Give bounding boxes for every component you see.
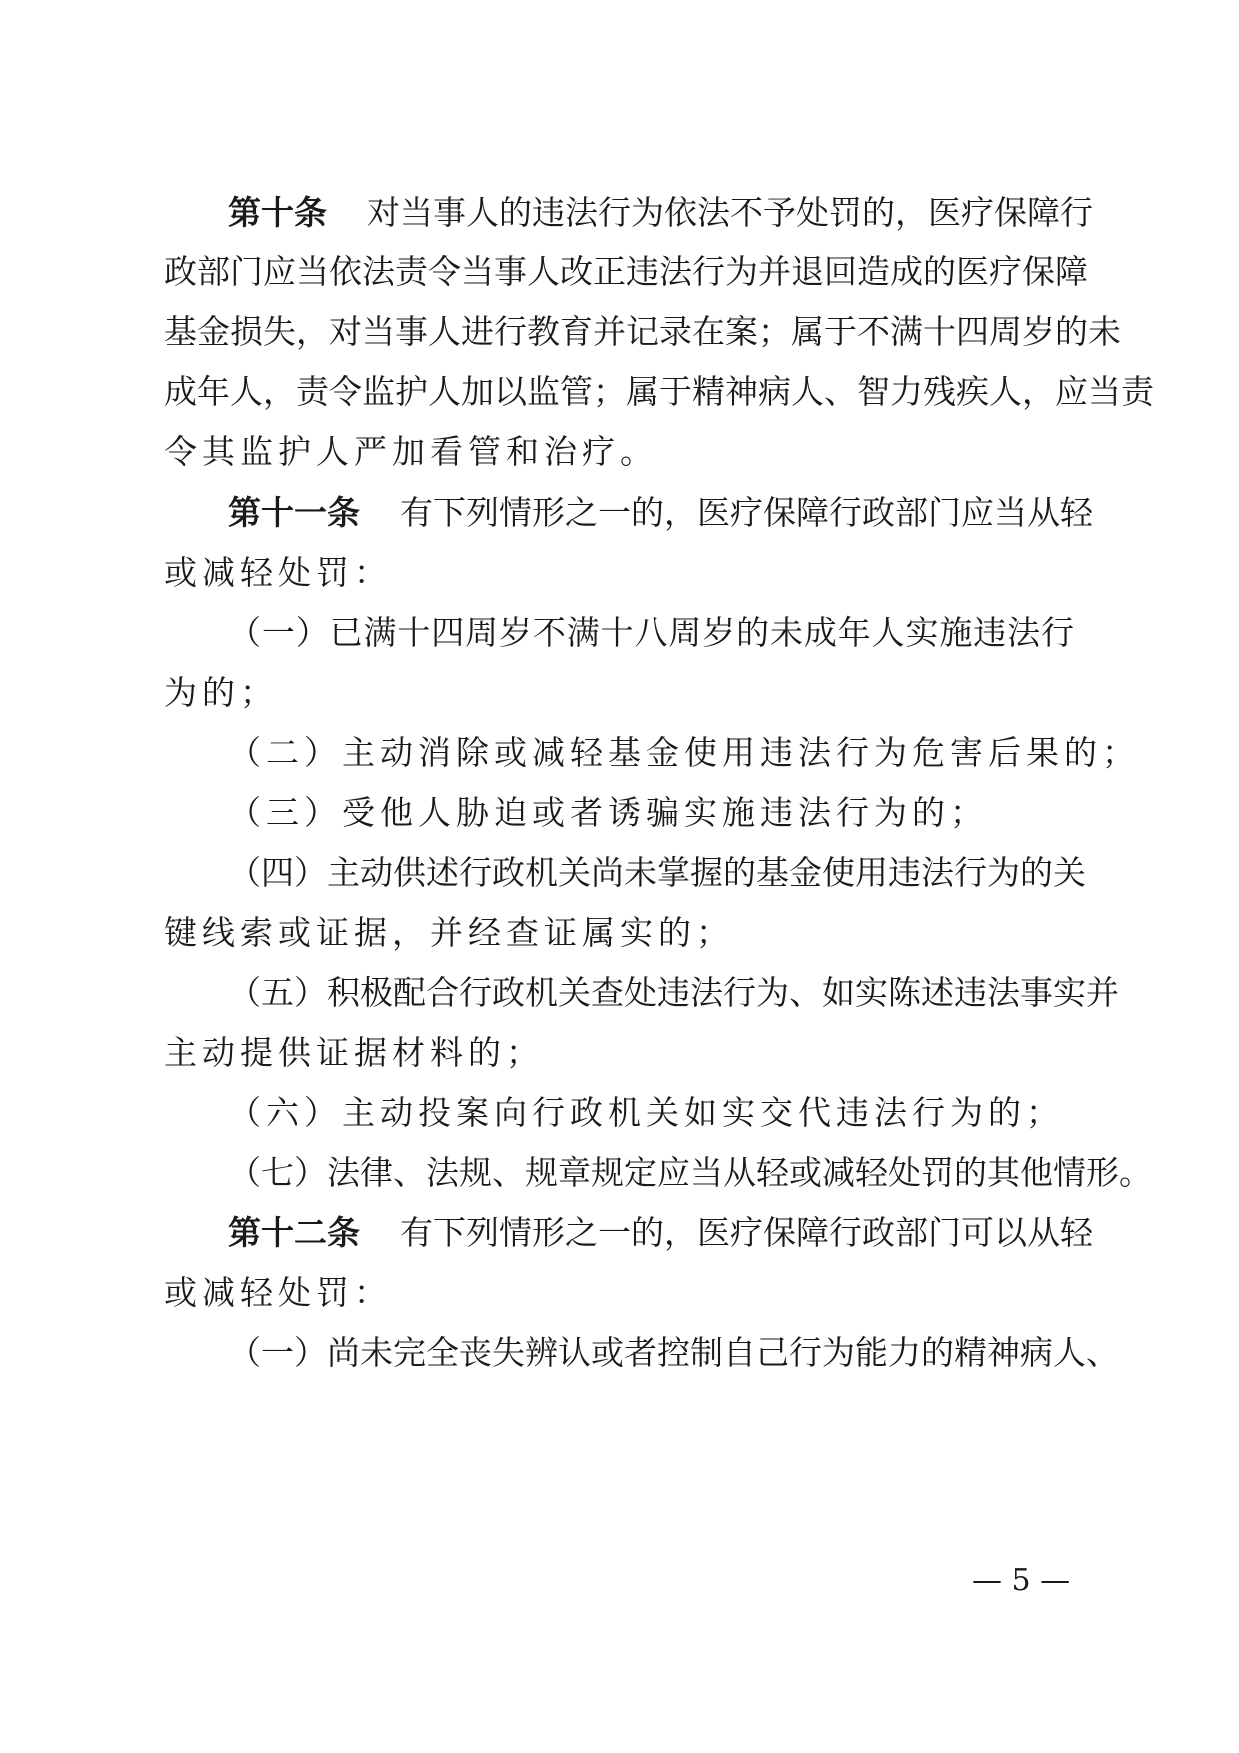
- article-11-item-1-line-2: 为的；: [164, 673, 278, 712]
- article-10-line-5: 令其监护人严加看管和治疗。: [164, 432, 658, 471]
- article-10-line-3: 基金损失，对当事人进行教育并记录在案；属于不满十四周岁的未: [164, 312, 1121, 351]
- article-12-text-1: 有下列情形之一的，医疗保障行政部门可以从轻: [400, 1213, 1093, 1252]
- article-11-item-4-line-1: （四）主动供述行政机关尚未掌握的基金使用违法行为的关: [228, 853, 1086, 892]
- article-11-item-5-line-2: 主动提供证据材料的；: [164, 1033, 544, 1072]
- article-10-line-4: 成年人，责令监护人加以监管；属于精神病人、智力残疾人，应当责: [164, 372, 1154, 411]
- article-11-title: 第十一条: [228, 493, 360, 532]
- article-12-item-1-line-1: （一）尚未完全丧失辨认或者控制自己行为能力的精神病人、: [228, 1333, 1119, 1372]
- article-11-item-4-line-2: 键线索或证据，并经查证属实的；: [164, 913, 734, 952]
- article-10-text-1: 对当事人的违法行为依法不予处罚的，医疗保障行: [367, 193, 1093, 232]
- article-11-text-1: 有下列情形之一的，医疗保障行政部门应当从轻: [400, 493, 1093, 532]
- article-11-item-7: （七）法律、法规、规章规定应当从轻或减轻处罚的其他情形。: [228, 1153, 1152, 1192]
- article-10-title: 第十条: [228, 193, 327, 232]
- article-11-line-2: 或减轻处罚：: [164, 553, 392, 592]
- page-number: — 5 —: [972, 1563, 1071, 1598]
- article-11-item-6: （六）主动投案向行政机关如实交代违法行为的；: [228, 1093, 1064, 1132]
- article-10-line-1: [228, 193, 1093, 233]
- article-11-line-1: [228, 493, 1093, 533]
- article-11-item-1-line-1: （一）已满十四周岁不满十八周岁的未成年人实施违法行: [228, 613, 1074, 652]
- article-12-line-2: 或减轻处罚：: [164, 1273, 392, 1312]
- article-12-line-1: [228, 1213, 1093, 1253]
- article-10-line-2: 政部门应当依法责令当事人改正违法行为并退回造成的医疗保障: [164, 252, 1088, 291]
- article-11-item-3: （三）受他人胁迫或者诱骗实施违法行为的；: [228, 793, 988, 832]
- article-12-title: 第十二条: [228, 1213, 360, 1252]
- article-11-item-2: （二）主动消除或减轻基金使用违法行为危害后果的；: [228, 733, 1140, 772]
- article-11-item-5-line-1: （五）积极配合行政机关查处违法行为、如实陈述违法事实并: [228, 973, 1119, 1012]
